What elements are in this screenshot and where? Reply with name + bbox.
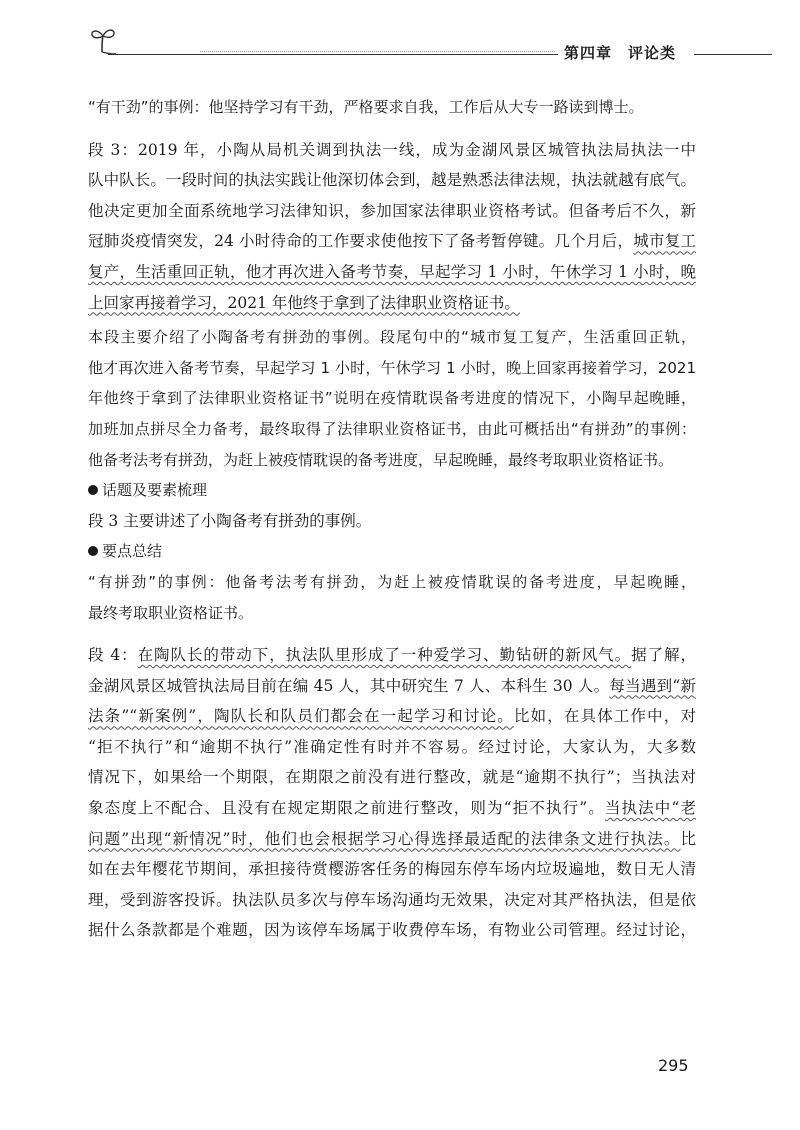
paragraph-3	[88, 135, 696, 319]
heading-text: 要点总结	[102, 542, 163, 561]
text-line: 加班加点拼尽全力备考，最终取得了法律职业资格证书，由此可概括出“有拼劲”的事例：	[88, 419, 696, 438]
topic-text: 段 3 主要讲述了小陶备考有拼劲的事例。	[88, 511, 372, 530]
text-line	[88, 824, 696, 855]
text-line	[88, 793, 696, 824]
text-segment: 金湖风景区城管执法局目前在编 45 人，其中研究生 7 人、本科生 30 人。	[88, 676, 610, 695]
text-segment: 比如，在具体工作中，对	[513, 707, 696, 726]
text-line: 段 3：2019 年，小陶从局机关调到执法一线，成为金湖风景区城管执法局执法一中	[88, 140, 696, 159]
header-rule-left	[108, 54, 558, 55]
analysis-3	[88, 322, 696, 475]
bullet-icon	[88, 485, 98, 495]
text-segment: 段 4：	[88, 646, 138, 665]
text-line: “拒不执行”和“逾期不执行”准确定性有时并不容易。经过讨论，大家认为，大多数	[88, 737, 696, 756]
text-segment: 据了解，	[631, 646, 696, 665]
text-line	[88, 226, 696, 257]
summary-heading	[88, 536, 696, 567]
text-line	[88, 671, 696, 702]
text-line: 队中队长。一段时间的执法实践让他深切体会到，越是熟悉法律法规，执法就越有底气。	[88, 171, 696, 190]
text-line: 最终考取职业资格证书。	[88, 603, 254, 622]
text-line: 他决定更加全面系统地学习法律知识，参加国家法律职业资格考试。但备考后不久，新	[88, 201, 696, 220]
section-title: 评论类	[628, 44, 677, 62]
page-body	[88, 92, 696, 946]
paragraph-4	[88, 640, 696, 946]
page-header	[0, 0, 800, 70]
text-line: 理，受到游客投诉。执法队员多次与停车场沟通均无效果，决定对其严格执法，但是依	[88, 890, 696, 909]
underlined-text: 每当遇到“新	[609, 676, 696, 695]
text-line: 复产，生活重回正轨，他才再次进入备考节奏，早起学习 1 小时，午休学习 1 小时，晚	[88, 262, 696, 281]
text-line	[88, 701, 696, 732]
topic-heading	[88, 475, 696, 506]
example-2-summary: “有干劲”的事例：他坚持学习有干劲，严格要求自我，工作后从大专一路读到博士。	[88, 98, 644, 116]
underlined-text: 在陶队长的带动下，执法队里形成了一种爱学习、勤钻研的新风气。	[137, 646, 632, 665]
underlined-text: 当执法中“老	[604, 799, 696, 818]
bullet-icon	[88, 546, 98, 556]
text-line: 上回家再接着学习，2021 年他终于拿到了法律职业资格证书。	[88, 293, 520, 312]
underlined-text: 问题”出现“新情况”时，他们也会根据学习心得选择最适配的法律条文进行执法。	[88, 829, 681, 848]
underlined-text: 法条”“新案例”，陶队长和队员们都会在一起学习和讨论。	[88, 707, 514, 726]
text-segment: 冠肺炎疫情突发，24 小时待命的工作要求使他按下了备考暂停键。几个月后，	[88, 232, 634, 251]
text-line: 他才再次进入备考节奏，早起学习 1 小时，午休学习 1 小时，晚上回家再接着学习，2021	[88, 358, 696, 377]
text-line	[88, 640, 696, 671]
text-line: 他备考法考有拼劲，为赶上被疫情耽误的备考进度，早起晚睡，最终考取职业资格证书。	[88, 450, 674, 469]
chapter-title	[564, 42, 676, 63]
text-line: 据什么条款都是个难题，因为该停车场属于收费停车场，有物业公司管理。经过讨论，	[88, 921, 696, 940]
text-line: 本段主要介绍了小陶备考有拼劲的事例。段尾句中的“城市复工复产，生活重回正轨，	[88, 328, 696, 347]
page-number: 295	[658, 1056, 689, 1075]
text-segment: 比	[680, 829, 696, 848]
text-segment: 象态度上不配合、且没有在规定期限之前进行整改，则为“拒不执行”。	[88, 799, 605, 818]
text-line: “有拼劲”的事例：他备考法考有拼劲，为赶上被疫情耽误的备考进度，早起晚睡，	[88, 572, 696, 591]
chapter-number: 第四章	[564, 44, 613, 62]
header-rule-dots	[200, 51, 555, 52]
sprout-icon	[88, 26, 118, 54]
heading-text: 话题及要素梳理	[102, 481, 208, 500]
text-line: 情况下，如果给一个期限，在期限之前没有进行整改，就是“逾期不执行”；当执法对	[88, 768, 696, 787]
text-line: 如在去年樱花节期间，承担接待赏樱游客任务的梅园东停车场内垃圾遍地，数日无人清	[88, 860, 696, 879]
underlined-text: 城市复工	[633, 232, 696, 251]
header-rule-right	[694, 54, 772, 55]
text-line: 年他终于拿到了法律职业资格证书”说明在疫情耽误备考进度的情况下，小陶早起晚睡，	[88, 389, 696, 408]
